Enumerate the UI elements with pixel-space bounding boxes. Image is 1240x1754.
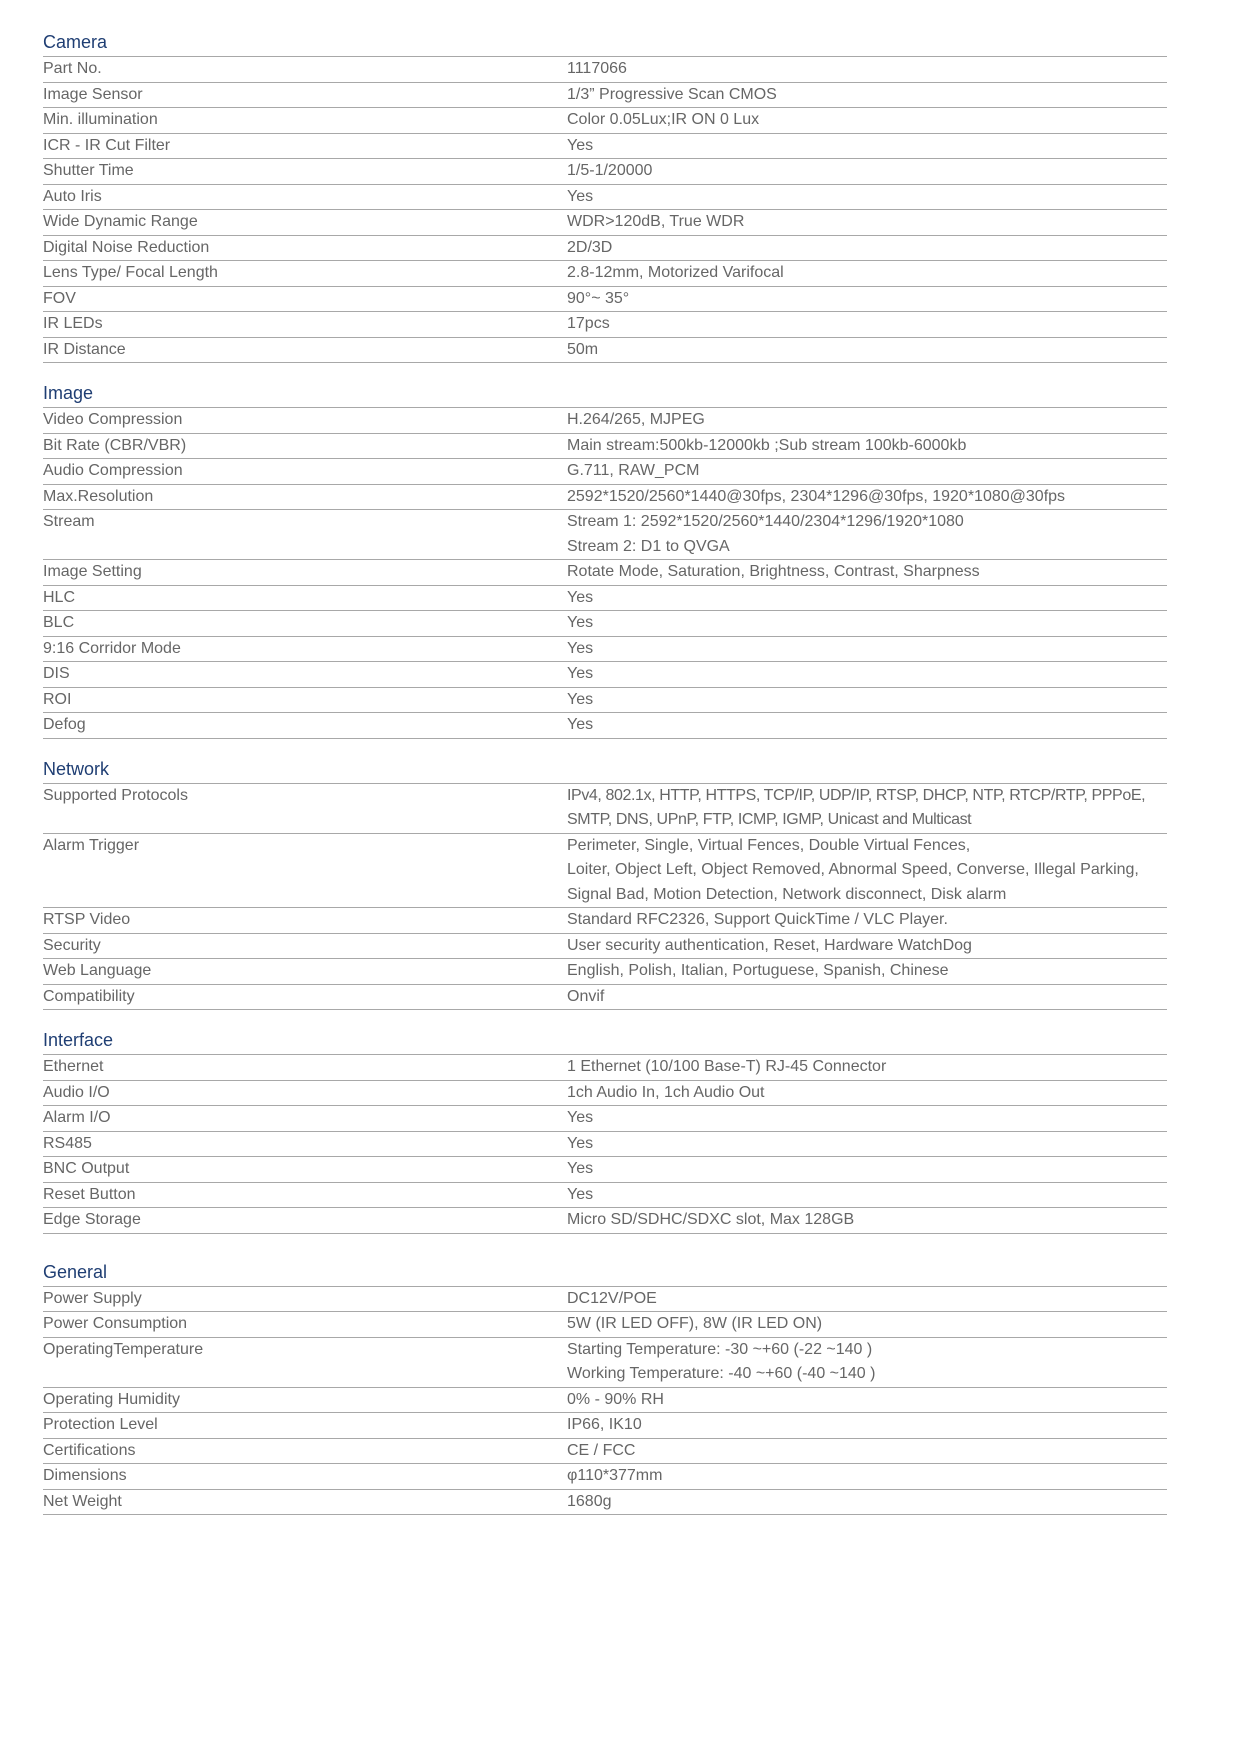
spec-value (567, 586, 1167, 611)
spec-value-line: 17pcs (567, 315, 610, 332)
spec-label: Stream (43, 513, 95, 530)
spec-value (567, 459, 1167, 484)
spec-value-line: 0% - 90% RH (567, 1390, 664, 1408)
spec-value-line: Yes (567, 639, 594, 657)
spec-row (43, 1287, 1167, 1313)
spec-value-line: Micro SD/SDHC/SDXC slot, Max 128GB (567, 1211, 855, 1228)
section-camera (43, 28, 1167, 363)
spec-value-line: Yes (567, 716, 594, 733)
spec-label: Reset Button (43, 1185, 136, 1203)
spec-value (567, 1055, 1167, 1080)
spec-value (567, 934, 1167, 959)
spec-value-line: φ110*377mm (567, 1467, 663, 1484)
spec-value-line: 1/3” Progressive Scan CMOS (567, 85, 777, 103)
spec-value-line: 90°~ 35° (567, 289, 630, 307)
spec-row (43, 408, 1167, 434)
spec-label: 9:16 Corridor Mode (43, 639, 181, 657)
spec-row (43, 434, 1167, 460)
spec-row (43, 1439, 1167, 1465)
spec-value-line: 1 Ethernet (10/100 Base-T) RJ-45 Connector (567, 1058, 887, 1075)
spec-label: Shutter Time (43, 162, 134, 179)
spec-value-line: Main stream:500kb-12000kb ;Sub stream 100kb-6000kb (567, 436, 967, 454)
spec-value (567, 159, 1167, 184)
spec-value (567, 1208, 1167, 1233)
spec-value-line: Onvif (567, 987, 605, 1005)
spec-value (567, 1132, 1167, 1157)
spec-value (567, 985, 1167, 1010)
spec-value (567, 485, 1167, 510)
spec-value-line: H.264/265, MJPEG (567, 411, 705, 428)
spec-row (43, 1388, 1167, 1414)
spec-value-line: Yes (567, 136, 594, 154)
spec-row (43, 1055, 1167, 1081)
spec-row (43, 586, 1167, 612)
spec-value (567, 713, 1167, 738)
spec-label: FOV (43, 289, 76, 307)
spec-value-line: DC12V/POE (567, 1289, 657, 1307)
spec-label: Part No. (43, 60, 102, 77)
spec-label: Lens Type/ Focal Length (43, 264, 218, 281)
spec-value (567, 185, 1167, 210)
spec-row (43, 108, 1167, 134)
spec-label: IR Distance (43, 340, 126, 358)
section-title-general: General (43, 1258, 1167, 1287)
spec-value-line: Yes (567, 1185, 594, 1203)
spec-label: Digital Noise Reduction (43, 238, 210, 256)
spec-row (43, 1208, 1167, 1234)
spec-value (567, 434, 1167, 459)
spec-label: Max.Resolution (43, 487, 154, 505)
spec-value (567, 1388, 1167, 1413)
spec-label: RS485 (43, 1134, 92, 1152)
spec-value (567, 834, 1167, 908)
spec-label: Bit Rate (CBR/VBR) (43, 436, 187, 454)
spec-row (43, 560, 1167, 586)
spec-value-line: Color 0.05Lux;IR ON 0 Lux (567, 111, 760, 128)
spec-label: Power Consumption (43, 1315, 188, 1332)
spec-value (567, 959, 1167, 984)
spec-label: IR LEDs (43, 315, 103, 332)
spec-value-line: IP66, IK10 (567, 1416, 642, 1433)
spec-label: Audio I/O (43, 1083, 110, 1101)
spec-value (567, 1183, 1167, 1208)
spec-value-line: Stream 1: 2592*1520/2560*1440/2304*1296/1920*1080 (567, 513, 964, 530)
spec-label: Alarm Trigger (43, 836, 140, 854)
spec-value (567, 312, 1167, 337)
spec-row (43, 934, 1167, 960)
spec-row (43, 1338, 1167, 1388)
spec-value (567, 688, 1167, 713)
spec-value (567, 236, 1167, 261)
spec-value-line: 1/5-1/20000 (567, 162, 653, 179)
spec-value (567, 1312, 1167, 1337)
spec-value-line: IPv4, 802.1x, HTTP, HTTPS, TCP/IP, UDP/IP, RTSP, DHCP, NTP, RTCP/RTP, PPPoE, (567, 786, 1146, 804)
spec-row (43, 1464, 1167, 1490)
spec-row (43, 908, 1167, 934)
spec-value (567, 908, 1167, 933)
spec-row (43, 662, 1167, 688)
section-network (43, 755, 1167, 1011)
spec-value-line: Rotate Mode, Saturation, Brightness, Contrast, Sharpness (567, 563, 980, 580)
spec-label: OperatingTemperature (43, 1340, 204, 1358)
spec-row (43, 1132, 1167, 1158)
spec-value-line: WDR>120dB, True WDR (567, 213, 745, 230)
spec-row (43, 959, 1167, 985)
spec-row (43, 1312, 1167, 1338)
spec-value (567, 1081, 1167, 1106)
spec-label: Auto Iris (43, 187, 102, 205)
spec-label: BNC Output (43, 1160, 130, 1177)
spec-label: BLC (43, 614, 75, 631)
spec-value (567, 560, 1167, 585)
spec-label: Compatibility (43, 987, 135, 1005)
spec-value (567, 1490, 1167, 1515)
spec-label: Power Supply (43, 1289, 142, 1307)
spec-label: Web Language (43, 962, 152, 979)
spec-row (43, 688, 1167, 714)
spec-row (43, 83, 1167, 109)
spec-row (43, 236, 1167, 262)
spec-value-line: Perimeter, Single, Virtual Fences, Double Virtual Fences, (567, 836, 971, 854)
spec-row (43, 57, 1167, 83)
section-title-network: Network (43, 755, 1167, 784)
section-title-interface: Interface (43, 1026, 1167, 1055)
spec-value-line: Yes (567, 588, 594, 606)
spec-value (567, 210, 1167, 235)
section-interface (43, 1026, 1167, 1234)
spec-value (567, 1106, 1167, 1131)
spec-value-line: 2592*1520/2560*1440@30fps, 2304*1296@30fps, 1920*1080@30fps (567, 487, 1066, 505)
spec-value-line: G.711, RAW_PCM (567, 462, 700, 479)
spec-value-line: Yes (567, 665, 594, 682)
section-general (43, 1258, 1167, 1516)
spec-value (567, 1157, 1167, 1182)
spec-value-line: SMTP, DNS, UPnP, FTP, ICMP, IGMP, Unicast and Multicast (567, 811, 972, 828)
spec-value (567, 1464, 1167, 1489)
spec-value (567, 57, 1167, 82)
spec-row (43, 312, 1167, 338)
spec-label: Image Setting (43, 563, 142, 580)
spec-label: Image Sensor (43, 85, 143, 103)
spec-value-line: 2.8-12mm, Motorized Varifocal (567, 264, 784, 281)
spec-value-line: Stream 2: D1 to QVGA (567, 537, 730, 555)
spec-value (567, 637, 1167, 662)
spec-row (43, 1081, 1167, 1107)
spec-label: Certifications (43, 1441, 136, 1459)
spec-value-line: Yes (567, 690, 594, 708)
spec-label: Wide Dynamic Range (43, 213, 198, 230)
spec-value-line: 1ch Audio In, 1ch Audio Out (567, 1083, 765, 1101)
spec-value (567, 510, 1167, 559)
spec-value-line: Yes (567, 1109, 594, 1126)
spec-value-line: Yes (567, 614, 594, 631)
spec-value-line: 5W (IR LED OFF), 8W (IR LED ON) (567, 1315, 823, 1332)
spec-value-line: 2D/3D (567, 238, 613, 256)
spec-label: Audio Compression (43, 462, 183, 479)
spec-value-line: 1117066 (567, 60, 627, 77)
spec-label: Ethernet (43, 1058, 104, 1075)
spec-value (567, 408, 1167, 433)
spec-row (43, 261, 1167, 287)
spec-value-line: 1680g (567, 1492, 612, 1510)
spec-label: Operating Humidity (43, 1390, 180, 1408)
spec-row (43, 134, 1167, 160)
spec-sheet (43, 28, 1167, 1515)
spec-label: RTSP Video (43, 911, 131, 928)
spec-row (43, 713, 1167, 739)
spec-label: Edge Storage (43, 1211, 141, 1228)
spec-value-line: Yes (567, 1134, 594, 1152)
spec-row (43, 834, 1167, 909)
spec-label: DIS (43, 665, 70, 682)
spec-value (567, 134, 1167, 159)
spec-row (43, 510, 1167, 560)
spec-row (43, 1183, 1167, 1209)
spec-value-line: Yes (567, 1160, 594, 1177)
spec-row (43, 985, 1167, 1011)
spec-label: ICR - IR Cut Filter (43, 136, 171, 154)
spec-row (43, 287, 1167, 313)
spec-row (43, 459, 1167, 485)
spec-row (43, 1413, 1167, 1439)
section-title-image: Image (43, 379, 1167, 408)
spec-row (43, 338, 1167, 364)
spec-value (567, 83, 1167, 108)
spec-label: Alarm I/O (43, 1109, 111, 1126)
spec-value (567, 1338, 1167, 1387)
spec-row (43, 611, 1167, 637)
spec-label: ROI (43, 690, 72, 708)
spec-value (567, 287, 1167, 312)
spec-value-line: CE / FCC (567, 1441, 636, 1459)
spec-label: Defog (43, 716, 86, 733)
spec-value (567, 1413, 1167, 1438)
section-image (43, 379, 1167, 739)
spec-label: Net Weight (43, 1492, 122, 1510)
spec-value-line: Working Temperature: -40 ~+60 (-40 ~140 ) (567, 1365, 876, 1382)
spec-row (43, 1490, 1167, 1516)
spec-row (43, 784, 1167, 834)
spec-row (43, 1157, 1167, 1183)
spec-value (567, 784, 1167, 833)
spec-row (43, 485, 1167, 511)
spec-value-line: Loiter, Object Left, Object Removed, Abnormal Speed, Converse, Illegal Parking, (567, 861, 1139, 878)
spec-value (567, 1287, 1167, 1312)
spec-label: Dimensions (43, 1467, 127, 1484)
spec-value (567, 662, 1167, 687)
spec-value-line: Yes (567, 187, 594, 205)
section-title-camera: Camera (43, 28, 1167, 57)
spec-label: HLC (43, 588, 76, 606)
spec-value (567, 338, 1167, 363)
spec-row (43, 185, 1167, 211)
spec-value-line: Standard RFC2326, Support QuickTime / VLC Player. (567, 911, 948, 928)
spec-row (43, 1106, 1167, 1132)
spec-label: Video Compression (43, 411, 183, 428)
spec-value (567, 261, 1167, 286)
spec-row (43, 637, 1167, 663)
spec-value (567, 1439, 1167, 1464)
spec-label: Min. illumination (43, 111, 158, 128)
spec-label: Supported Protocols (43, 786, 188, 804)
spec-label: Protection Level (43, 1416, 158, 1433)
spec-value-line: User security authentication, Reset, Hardware WatchDog (567, 936, 972, 954)
spec-row (43, 210, 1167, 236)
spec-value (567, 108, 1167, 133)
spec-value (567, 611, 1167, 636)
spec-label: Security (43, 936, 101, 954)
spec-value-line: English, Polish, Italian, Portuguese, Spanish, Chinese (567, 962, 949, 979)
spec-value-line: Signal Bad, Motion Detection, Network disconnect, Disk alarm (567, 885, 1007, 903)
spec-row (43, 159, 1167, 185)
spec-value-line: Starting Temperature: -30 ~+60 (-22 ~140 ) (567, 1340, 873, 1358)
spec-value-line: 50m (567, 340, 599, 358)
